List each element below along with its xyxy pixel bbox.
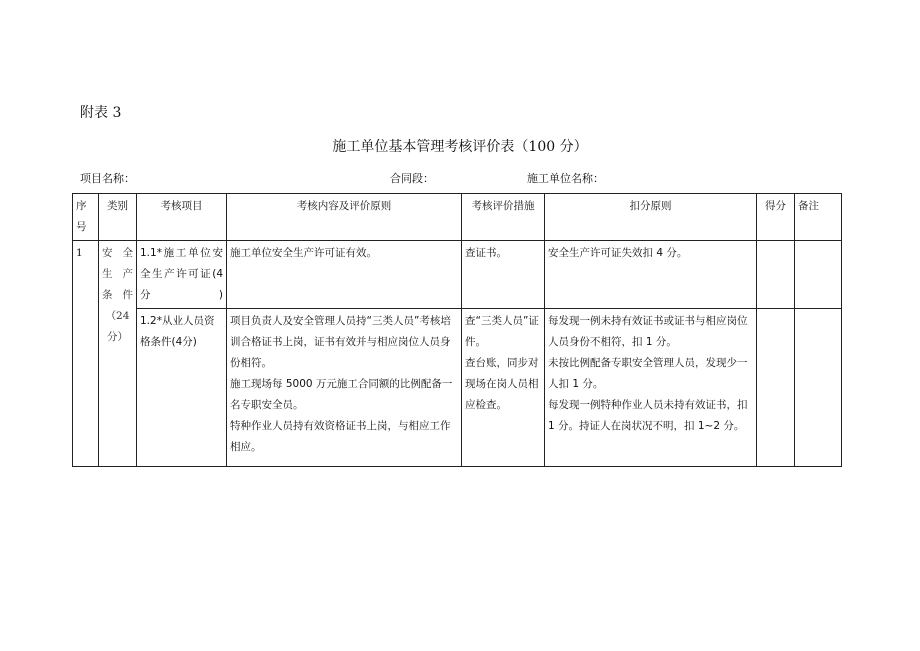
measure-1-1: 查证书。 (462, 241, 545, 309)
content-1-2 (227, 309, 462, 467)
score-1-1 (757, 241, 795, 309)
item-1-1: 1.1*施工单位安全生产许可证(4分) (137, 241, 227, 309)
measure-1-2 (462, 309, 545, 467)
measure-1-2-para: 查台账，同步对现场在岗人员相应检查。 (465, 357, 539, 411)
content-1-1: 施工单位安全生产许可证有效。 (227, 241, 462, 309)
content-1-2-para: 项目负责人及安全管理人员持“三类人员”考核培训合格证书上岗，证书有效并与相应岗位人员身份相符。 (230, 315, 451, 369)
remark-1-2 (795, 309, 842, 467)
project-name-label: 项目名称： (80, 172, 135, 185)
content-1-2-para: 施工现场每 5000 万元施工合同额的比例配备一名专职安全员。 (230, 378, 453, 411)
header-seq: 序号 (73, 194, 99, 241)
assessment-table (72, 193, 842, 467)
deduct-1-2-para: 每发现一例特种作业人员未持有效证书，扣 1 分。持证人在岗状况不明，扣 1~2 分。 (548, 399, 748, 432)
measure-1-2-para: 查“三类人员”证件。 (465, 315, 539, 348)
header-deduct: 扣分原则 (545, 194, 757, 241)
header-category: 类别 (99, 194, 137, 241)
document-title: 施工单位基本管理考核评价表（100 分） (332, 139, 588, 155)
construction-unit-label: 施工单位名称： (527, 172, 604, 185)
header-item: 考核项目 (137, 194, 227, 241)
remark-1-1 (795, 241, 842, 309)
deduct-1-1: 安全生产许可证失效扣 4 分。 (545, 241, 757, 309)
score-1-2 (757, 309, 795, 467)
contract-section-label: 合同段： (390, 172, 434, 185)
table-header-row (73, 194, 842, 241)
header-content: 考核内容及评价原则 (227, 194, 462, 241)
table-row (73, 241, 842, 309)
table-row (73, 309, 842, 467)
deduct-1-2-para: 未按比例配备专职安全管理人员，发现少一人扣 1 分。 (548, 357, 748, 390)
item-1-2: 1.2*从业人员资格条件(4分) (137, 309, 227, 467)
deduct-1-2 (545, 309, 757, 467)
header-score: 得分 (757, 194, 795, 241)
appendix-label: 附表 3 (80, 105, 122, 121)
header-measure: 考核评价措施 (462, 194, 545, 241)
row-seq: 1 (73, 241, 99, 467)
deduct-1-2-para: 每发现一例未持有效证书或证书与相应岗位人员身份不相符，扣 1 分。 (548, 315, 748, 348)
content-1-2-para: 特种作业人员持有效资格证书上岗，与相应工作相应。 (230, 420, 451, 453)
category-points: （24分） (105, 310, 130, 343)
header-remark: 备注 (795, 194, 842, 241)
category-name: 安全生产条件 (102, 247, 133, 301)
row-category (99, 241, 137, 467)
